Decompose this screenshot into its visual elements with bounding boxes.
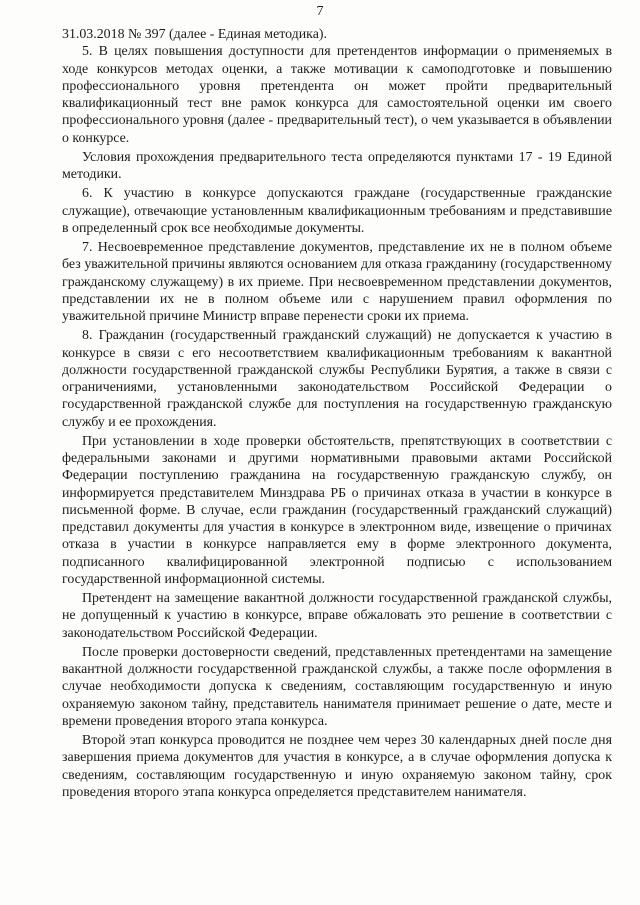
paragraph-refusal-notice: При установлении в ходе проверки обстоятельств, препятствующих в соответствии с федеральными законами и другими нормативными правовыми актами Российской Федерации поступлению гражданина на государственную гражданскую службу, он информируется представителем Минздрава РБ о причинах отказа в участии в конкурсе в письменной форме. В случае, если гражданин (государственный гражданский служащий) представил документы для участия в конкурсе в электронном виде, извещение о причинах отказа в участии в конкурсе направляется ему в форме электронного документа, подписанного квалифицированной электронной подписью с использованием государственной информационной системы. xyxy=(62,433,612,587)
paragraph-7: 7. Несвоевременное представление документов, представление их не в полном объеме без уважительной причины являются основанием для отказа гражданину (государственному гражданскому служащему) в их приеме. При несвоевременном представлении документов, представлении их не в полном объеме или с нарушением правил оформления по уважительной причине Министр вправе перенести сроки их приема. xyxy=(62,240,612,324)
paragraph-second-stage: Второй этап конкурса проводится не позднее чем через 30 календарных дней после дня завершения приема документов для участия в конкурсе, а в случае оформления допуска к сведениям, составляющим государственную и иную охраняемую законом тайну, срок проведения второго этапа конкурса определяется представителем нанимателя. xyxy=(62,733,612,800)
paragraph-verification: После проверки достоверности сведений, представленных претендентами на замещение вакантной должности государственной гражданской службы, а также после оформления в случае необходимости допуска к сведениям, составляющим государственную и иную охраняемую законом тайну, представитель нанимателя принимает решение о дате, месте и времени проведения второго этапа конкурса. xyxy=(62,644,612,729)
paragraph-8: 8. Гражданин (государственный гражданский служащий) не допускается к участию в конкурсе в связи с его несоответствием квалификационным требованиям к вакантной должности государственной гражданской службы Республики Бурятия, а также в связи с ограничениями, установленными законодательством Российской Федерации о государственной гражданской службе для поступления на государственную гражданскую службу и ее прохождения. xyxy=(62,328,612,430)
document-body xyxy=(62,26,612,801)
paragraph-methodology-ref: 31.03.2018 № 397 (далее - Единая методика). xyxy=(62,27,327,42)
paragraph-test-conditions: Условия прохождения предварительного теста определяются пунктами 17 - 19 Единой методики. xyxy=(62,149,612,182)
paragraph-appeal: Претендент на замещение вакантной должности государственной гражданской службы, не допущенный к участию в конкурсе, вправе обжаловать это решение в соответствии с законодательством Российской Федерации. xyxy=(62,591,612,641)
page-number: 7 xyxy=(316,4,324,19)
paragraph-6: 6. К участию в конкурсе допускаются граждане (государственные гражданские служащие), отвечающие установленным квалификационным требованиям и представившие в определенный срок все необходимые документы. xyxy=(62,186,612,236)
paragraph-5: 5. В целях повышения доступности для претендентов информации о применяемых в ходе конкурсов методах оценки, а также мотивации к самоподготовке и повышению профессионального уровня претендента он может пройти предварительный квалификационный тест вне рамок конкурса для самостоятельной оценки им своего профессионального уровня (далее - предварительный тест), о чем указывается в объявлении о конкурсе. xyxy=(62,44,612,146)
